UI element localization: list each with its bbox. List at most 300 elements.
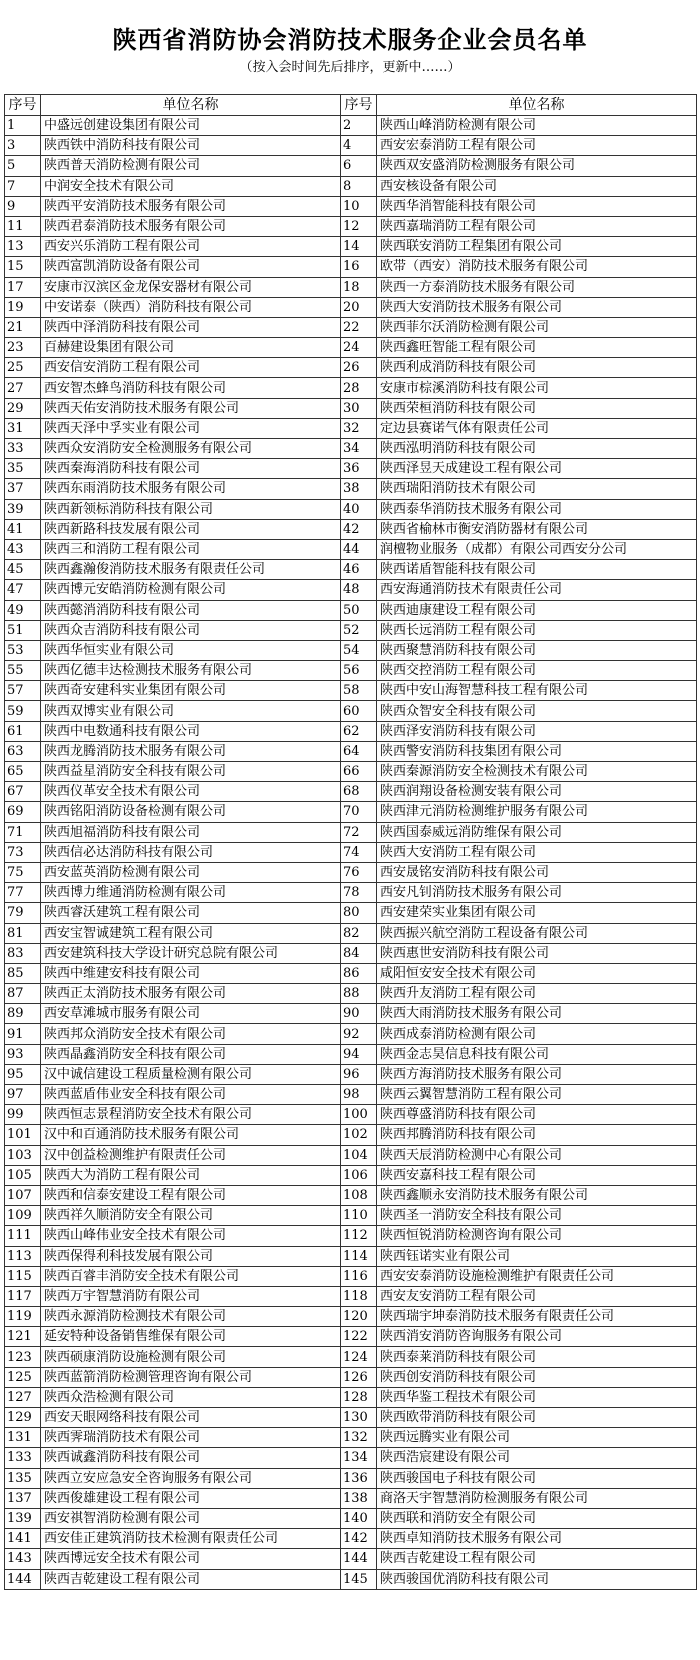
table-row (5, 842, 697, 862)
unit-name-cell-right: 陕西省榆林市衡安消防器材有限公司 (377, 519, 697, 539)
unit-name-cell-right: 陕西联安消防工程集团有限公司 (377, 237, 697, 257)
serial-cell-left: 21 (5, 317, 41, 337)
serial-cell-right: 56 (341, 661, 377, 681)
unit-name-cell-right: 咸阳恒安安全技术有限公司 (377, 963, 697, 983)
unit-name-cell-left: 陕西平安消防技术服务有限公司 (41, 196, 341, 216)
table-row (5, 802, 697, 822)
unit-name-cell-right: 陕西华鉴工程技术有限公司 (377, 1387, 697, 1407)
unit-name-cell-right: 西安核设备有限公司 (377, 176, 697, 196)
serial-cell-right: 2 (341, 116, 377, 136)
serial-cell-left: 141 (5, 1529, 41, 1549)
serial-cell-left: 111 (5, 1226, 41, 1246)
table-row (5, 721, 697, 741)
table-row (5, 984, 697, 1004)
serial-cell-right: 8 (341, 176, 377, 196)
serial-cell-right: 96 (341, 1064, 377, 1084)
unit-name-cell-left: 陕西恒志景程消防安全技术有限公司 (41, 1105, 341, 1125)
table-row (5, 1145, 697, 1165)
unit-name-cell-left: 西安建筑科技大学设计研究总院有限公司 (41, 943, 341, 963)
unit-name-cell-right: 西安安泰消防设施检测维护有限责任公司 (377, 1266, 697, 1286)
serial-cell-right: 42 (341, 519, 377, 539)
unit-name-cell-left: 西安草滩城市服务有限公司 (41, 1004, 341, 1024)
table-row (5, 1327, 697, 1347)
table-row (5, 1569, 697, 1589)
unit-name-cell-left: 陕西三和消防工程有限公司 (41, 539, 341, 559)
unit-name-cell-left: 陕西博力维通消防检测有限公司 (41, 883, 341, 903)
unit-name-cell-left: 西安宝智诚建筑工程有限公司 (41, 923, 341, 943)
serial-cell-right: 30 (341, 398, 377, 418)
unit-name-cell-right: 陕西诺盾智能科技有限公司 (377, 560, 697, 580)
serial-cell-left: 1 (5, 116, 41, 136)
table-header-row (5, 95, 697, 116)
unit-name-cell-right: 陕西远腾实业有限公司 (377, 1428, 697, 1448)
unit-name-cell-left: 西安信安消防工程有限公司 (41, 358, 341, 378)
table-row (5, 762, 697, 782)
table-row (5, 782, 697, 802)
serial-cell-right: 82 (341, 923, 377, 943)
unit-name-cell-left: 陕西鑫瀚俊消防技术服务有限责任公司 (41, 560, 341, 580)
table-row (5, 1408, 697, 1428)
unit-name-cell-left: 陕西双博实业有限公司 (41, 701, 341, 721)
serial-cell-left: 121 (5, 1327, 41, 1347)
unit-name-cell-left: 陕西睿沃建筑工程有限公司 (41, 903, 341, 923)
serial-cell-left: 129 (5, 1408, 41, 1428)
unit-name-cell-right: 陕西天辰消防检测中心有限公司 (377, 1145, 697, 1165)
serial-cell-right: 138 (341, 1488, 377, 1508)
unit-name-cell-left: 汉中和百通消防技术服务有限公司 (41, 1125, 341, 1145)
unit-name-cell-right: 陕西泽昱天成建设工程有限公司 (377, 459, 697, 479)
unit-name-cell-right: 西安海通消防技术有限责任公司 (377, 580, 697, 600)
table-row (5, 1468, 697, 1488)
serial-cell-left: 33 (5, 439, 41, 459)
serial-cell-right: 92 (341, 1024, 377, 1044)
serial-cell-right: 142 (341, 1529, 377, 1549)
serial-cell-left: 117 (5, 1286, 41, 1306)
serial-cell-right: 40 (341, 499, 377, 519)
serial-cell-left: 87 (5, 984, 41, 1004)
header-serial-left: 序号 (5, 95, 41, 116)
table-row (5, 1488, 697, 1508)
unit-name-cell-right: 陕西大雨消防技术服务有限公司 (377, 1004, 697, 1024)
table-row (5, 1529, 697, 1549)
unit-name-cell-left: 陕西新领标消防科技有限公司 (41, 499, 341, 519)
serial-cell-left: 69 (5, 802, 41, 822)
table-row (5, 1246, 697, 1266)
unit-name-cell-left: 陕西中泽消防科技有限公司 (41, 317, 341, 337)
unit-name-cell-right: 陕西一方泰消防技术服务有限公司 (377, 277, 697, 297)
unit-name-cell-left: 陕西正太消防技术服务有限公司 (41, 984, 341, 1004)
unit-name-cell-left: 陕西中维建安科技有限公司 (41, 963, 341, 983)
table-row (5, 196, 697, 216)
serial-cell-left: 91 (5, 1024, 41, 1044)
unit-name-cell-right: 西安建荣实业集团有限公司 (377, 903, 697, 923)
serial-cell-left: 144 (5, 1569, 41, 1589)
unit-name-cell-left: 陕西新路科技发展有限公司 (41, 519, 341, 539)
serial-cell-right: 46 (341, 560, 377, 580)
unit-name-cell-left: 陕西富凯消防设备有限公司 (41, 257, 341, 277)
serial-cell-left: 97 (5, 1085, 41, 1105)
unit-name-cell-left: 汉中创益检测维护有限责任公司 (41, 1145, 341, 1165)
table-row (5, 1508, 697, 1528)
serial-cell-left: 51 (5, 620, 41, 640)
serial-cell-left: 109 (5, 1206, 41, 1226)
serial-cell-right: 112 (341, 1226, 377, 1246)
unit-name-cell-left: 陕西益星消防安全科技有限公司 (41, 762, 341, 782)
unit-name-cell-right: 西安友安消防工程有限公司 (377, 1286, 697, 1306)
unit-name-cell-left: 陕西铭阳消防设备检测有限公司 (41, 802, 341, 822)
unit-name-cell-left: 陕西博远安全技术有限公司 (41, 1549, 341, 1569)
unit-name-cell-right: 陕西泽安消防科技有限公司 (377, 721, 697, 741)
table-row (5, 620, 697, 640)
unit-name-cell-right: 陕西安嘉科技工程有限公司 (377, 1165, 697, 1185)
serial-cell-left: 7 (5, 176, 41, 196)
serial-cell-left: 29 (5, 398, 41, 418)
unit-name-cell-left: 陕西君泰消防技术服务有限公司 (41, 216, 341, 236)
unit-name-cell-left: 西安祺智消防检测有限公司 (41, 1508, 341, 1528)
serial-cell-right: 4 (341, 136, 377, 156)
unit-name-cell-right: 陕西金志昊信息科技有限公司 (377, 1044, 697, 1064)
serial-cell-left: 75 (5, 862, 41, 882)
unit-name-cell-right: 陕西双安盛消防检测服务有限公司 (377, 156, 697, 176)
unit-name-cell-left: 延安特种设备销售维保有限公司 (41, 1327, 341, 1347)
unit-name-cell-right: 陕西众智安全科技有限公司 (377, 701, 697, 721)
serial-cell-left: 83 (5, 943, 41, 963)
unit-name-cell-right: 西安宏泰消防工程有限公司 (377, 136, 697, 156)
serial-cell-left: 15 (5, 257, 41, 277)
serial-cell-left: 63 (5, 741, 41, 761)
unit-name-cell-left: 中润安全技术有限公司 (41, 176, 341, 196)
table-row (5, 822, 697, 842)
unit-name-cell-left: 陕西东雨消防技术服务有限公司 (41, 479, 341, 499)
unit-name-cell-left: 陕西华恒实业有限公司 (41, 640, 341, 660)
serial-cell-left: 11 (5, 216, 41, 236)
unit-name-cell-left: 陕西亿德丰达检测技术服务有限公司 (41, 661, 341, 681)
table-row (5, 1549, 697, 1569)
table-row (5, 439, 697, 459)
serial-cell-right: 104 (341, 1145, 377, 1165)
serial-cell-left: 71 (5, 822, 41, 842)
unit-name-cell-right: 定边县赛诺气体有限责任公司 (377, 418, 697, 438)
serial-cell-left: 93 (5, 1044, 41, 1064)
serial-cell-right: 22 (341, 317, 377, 337)
unit-name-cell-right: 陕西云翼智慧消防工程有限公司 (377, 1085, 697, 1105)
serial-cell-left: 127 (5, 1387, 41, 1407)
unit-name-cell-left: 陕西保得利科技发展有限公司 (41, 1246, 341, 1266)
serial-cell-left: 47 (5, 580, 41, 600)
serial-cell-right: 48 (341, 580, 377, 600)
unit-name-cell-right: 陕西山峰消防检测有限公司 (377, 116, 697, 136)
serial-cell-left: 77 (5, 883, 41, 903)
serial-cell-right: 145 (341, 1569, 377, 1589)
table-row (5, 136, 697, 156)
unit-name-cell-right: 陕西泰莱消防科技有限公司 (377, 1347, 697, 1367)
serial-cell-right: 16 (341, 257, 377, 277)
unit-name-cell-right: 陕西联和消防安全有限公司 (377, 1508, 697, 1528)
table-row (5, 1085, 697, 1105)
table-row (5, 1165, 697, 1185)
unit-name-cell-left: 陕西晶鑫消防安全科技有限公司 (41, 1044, 341, 1064)
unit-name-cell-left: 西安蓝英消防检测有限公司 (41, 862, 341, 882)
serial-cell-left: 125 (5, 1367, 41, 1387)
serial-cell-left: 59 (5, 701, 41, 721)
unit-name-cell-right: 陕西骏国优消防科技有限公司 (377, 1569, 697, 1589)
serial-cell-left: 53 (5, 640, 41, 660)
serial-cell-left: 89 (5, 1004, 41, 1024)
serial-cell-right: 130 (341, 1408, 377, 1428)
serial-cell-left: 23 (5, 338, 41, 358)
serial-cell-right: 28 (341, 378, 377, 398)
serial-cell-right: 78 (341, 883, 377, 903)
serial-cell-right: 136 (341, 1468, 377, 1488)
table-row (5, 943, 697, 963)
unit-name-cell-left: 汉中诚信建设工程质量检测有限公司 (41, 1064, 341, 1084)
serial-cell-left: 61 (5, 721, 41, 741)
unit-name-cell-left: 陕西中电数通科技有限公司 (41, 721, 341, 741)
unit-name-cell-right: 陕西振兴航空消防工程设备有限公司 (377, 923, 697, 943)
serial-cell-right: 94 (341, 1044, 377, 1064)
unit-name-cell-left: 陕西山峰伟业安全技术有限公司 (41, 1226, 341, 1246)
serial-cell-right: 124 (341, 1347, 377, 1367)
serial-cell-right: 122 (341, 1327, 377, 1347)
serial-cell-right: 26 (341, 358, 377, 378)
unit-name-cell-right: 陕西泰华消防技术服务有限公司 (377, 499, 697, 519)
unit-name-cell-right: 陕西泓明消防科技有限公司 (377, 439, 697, 459)
serial-cell-right: 74 (341, 842, 377, 862)
serial-cell-left: 45 (5, 560, 41, 580)
table-row (5, 1428, 697, 1448)
table-row (5, 883, 697, 903)
unit-name-cell-left: 陕西俊雄建设工程有限公司 (41, 1488, 341, 1508)
unit-name-cell-left: 陕西祥久顺消防安全有限公司 (41, 1206, 341, 1226)
serial-cell-right: 68 (341, 782, 377, 802)
unit-name-cell-right: 陕西润翔设备检测安装有限公司 (377, 782, 697, 802)
unit-name-cell-right: 陕西瑞宇坤泰消防技术服务有限责任公司 (377, 1307, 697, 1327)
unit-name-cell-right: 陕西交控消防工程有限公司 (377, 661, 697, 681)
table-row (5, 1387, 697, 1407)
serial-cell-left: 135 (5, 1468, 41, 1488)
table-row (5, 903, 697, 923)
serial-cell-right: 90 (341, 1004, 377, 1024)
unit-name-cell-left: 陕西立安应急安全咨询服务有限公司 (41, 1468, 341, 1488)
serial-cell-right: 12 (341, 216, 377, 236)
table-row (5, 297, 697, 317)
document-title: 陕西省消防协会消防技术服务企业会员名单 (112, 26, 588, 54)
serial-cell-left: 79 (5, 903, 41, 923)
table-row (5, 1266, 697, 1286)
unit-name-cell-right: 陕西消安消防咨询服务有限公司 (377, 1327, 697, 1347)
serial-cell-left: 31 (5, 418, 41, 438)
unit-name-cell-left: 西安智杰蜂鸟消防科技有限公司 (41, 378, 341, 398)
serial-cell-left: 37 (5, 479, 41, 499)
unit-name-cell-left: 陕西龙腾消防技术服务有限公司 (41, 741, 341, 761)
table-row (5, 479, 697, 499)
table-row (5, 539, 697, 559)
unit-name-cell-left: 中盛远创建设集团有限公司 (41, 116, 341, 136)
unit-name-cell-left: 西安天眼网络科技有限公司 (41, 1408, 341, 1428)
unit-name-cell-left: 陕西诚鑫消防科技有限公司 (41, 1448, 341, 1468)
unit-name-cell-left: 陕西蓝盾伟业安全科技有限公司 (41, 1085, 341, 1105)
table-row (5, 277, 697, 297)
serial-cell-left: 5 (5, 156, 41, 176)
serial-cell-left: 133 (5, 1448, 41, 1468)
serial-cell-right: 20 (341, 297, 377, 317)
unit-name-cell-left: 陕西天泽中孚实业有限公司 (41, 418, 341, 438)
serial-cell-right: 18 (341, 277, 377, 297)
unit-name-cell-right: 陕西浩宸建设有限公司 (377, 1448, 697, 1468)
serial-cell-left: 25 (5, 358, 41, 378)
table-row (5, 640, 697, 660)
unit-name-cell-right: 陕西钰诺实业有限公司 (377, 1246, 697, 1266)
unit-name-cell-left: 陕西万宇智慧消防有限公司 (41, 1286, 341, 1306)
unit-name-cell-left: 陕西秦海消防科技有限公司 (41, 459, 341, 479)
serial-cell-left: 35 (5, 459, 41, 479)
serial-cell-left: 99 (5, 1105, 41, 1125)
unit-name-cell-left: 陕西普天消防检测有限公司 (41, 156, 341, 176)
table-row (5, 398, 697, 418)
header-unit-name-right: 单位名称 (377, 95, 697, 116)
unit-name-cell-left: 陕西霁瑞消防技术有限公司 (41, 1428, 341, 1448)
unit-name-cell-left: 陕西吉乾建设工程有限公司 (41, 1569, 341, 1589)
unit-name-cell-right: 陕西嘉瑞消防工程有限公司 (377, 216, 697, 236)
table-row (5, 1347, 697, 1367)
unit-name-cell-right: 陕西津元消防检测维护服务有限公司 (377, 802, 697, 822)
serial-cell-left: 131 (5, 1428, 41, 1448)
serial-cell-left: 119 (5, 1307, 41, 1327)
unit-name-cell-left: 中安诺泰（陕西）消防科技有限公司 (41, 297, 341, 317)
unit-name-cell-right: 陕西吉乾建设工程有限公司 (377, 1549, 697, 1569)
serial-cell-left: 27 (5, 378, 41, 398)
serial-cell-left: 9 (5, 196, 41, 216)
serial-cell-right: 36 (341, 459, 377, 479)
unit-name-cell-right: 陕西国泰威远消防维保有限公司 (377, 822, 697, 842)
serial-cell-right: 80 (341, 903, 377, 923)
unit-name-cell-right: 陕西中安山海智慧科技工程有限公司 (377, 681, 697, 701)
unit-name-cell-right: 西安凡钊消防技术服务有限公司 (377, 883, 697, 903)
table-row (5, 338, 697, 358)
serial-cell-right: 66 (341, 762, 377, 782)
table-row (5, 116, 697, 136)
header-serial-right: 序号 (341, 95, 377, 116)
table-row (5, 317, 697, 337)
serial-cell-left: 101 (5, 1125, 41, 1145)
unit-name-cell-right: 陕西邦腾消防科技有限公司 (377, 1125, 697, 1145)
unit-name-cell-left: 陕西众浩检测有限公司 (41, 1387, 341, 1407)
member-rows (5, 116, 697, 1590)
serial-cell-left: 113 (5, 1246, 41, 1266)
serial-cell-right: 72 (341, 822, 377, 842)
serial-cell-right: 14 (341, 237, 377, 257)
table-row (5, 459, 697, 479)
unit-name-cell-right: 安康市棕溪消防科技有限公司 (377, 378, 697, 398)
table-row (5, 1105, 697, 1125)
serial-cell-left: 49 (5, 600, 41, 620)
unit-name-cell-right: 陕西利成消防科技有限公司 (377, 358, 697, 378)
serial-cell-left: 139 (5, 1508, 41, 1528)
table-row (5, 862, 697, 882)
serial-cell-right: 116 (341, 1266, 377, 1286)
serial-cell-left: 3 (5, 136, 41, 156)
serial-cell-left: 39 (5, 499, 41, 519)
serial-cell-left: 57 (5, 681, 41, 701)
serial-cell-left: 95 (5, 1064, 41, 1084)
serial-cell-left: 137 (5, 1488, 41, 1508)
serial-cell-left: 107 (5, 1185, 41, 1205)
table-row (5, 741, 697, 761)
member-table (4, 94, 697, 1590)
serial-cell-right: 110 (341, 1206, 377, 1226)
serial-cell-left: 41 (5, 519, 41, 539)
table-row (5, 519, 697, 539)
serial-cell-right: 58 (341, 681, 377, 701)
unit-name-cell-left: 西安兴乐消防工程有限公司 (41, 237, 341, 257)
table-row (5, 1044, 697, 1064)
serial-cell-right: 62 (341, 721, 377, 741)
unit-name-cell-right: 陕西惠世安消防科技有限公司 (377, 943, 697, 963)
serial-cell-right: 100 (341, 1105, 377, 1125)
serial-cell-right: 54 (341, 640, 377, 660)
table-row (5, 499, 697, 519)
unit-name-cell-left: 西安佳正建筑消防技术检测有限责任公司 (41, 1529, 341, 1549)
serial-cell-right: 134 (341, 1448, 377, 1468)
unit-name-cell-right: 陕西鑫旺智能工程有限公司 (377, 338, 697, 358)
serial-cell-left: 19 (5, 297, 41, 317)
unit-name-cell-right: 商洛天宇智慧消防检测服务有限公司 (377, 1488, 697, 1508)
serial-cell-left: 105 (5, 1165, 41, 1185)
serial-cell-right: 24 (341, 338, 377, 358)
table-row (5, 1125, 697, 1145)
unit-name-cell-left: 陕西大为消防工程有限公司 (41, 1165, 341, 1185)
table-row (5, 156, 697, 176)
table-row (5, 923, 697, 943)
unit-name-cell-left: 陕西奇安建科实业集团有限公司 (41, 681, 341, 701)
serial-cell-right: 44 (341, 539, 377, 559)
serial-cell-right: 114 (341, 1246, 377, 1266)
table-row (5, 1004, 697, 1024)
table-row (5, 661, 697, 681)
unit-name-cell-right: 欧带（西安）消防技术服务有限公司 (377, 257, 697, 277)
serial-cell-right: 64 (341, 741, 377, 761)
unit-name-cell-right: 陕西警安消防科技集团有限公司 (377, 741, 697, 761)
serial-cell-left: 123 (5, 1347, 41, 1367)
serial-cell-left: 73 (5, 842, 41, 862)
table-row (5, 1448, 697, 1468)
unit-name-cell-right: 西安晟铭安消防科技有限公司 (377, 862, 697, 882)
unit-name-cell-left: 陕西蓝箭消防检测管理咨询有限公司 (41, 1367, 341, 1387)
table-row (5, 1064, 697, 1084)
unit-name-cell-right: 陕西卓知消防技术服务有限公司 (377, 1529, 697, 1549)
unit-name-cell-right: 陕西长远消防工程有限公司 (377, 620, 697, 640)
serial-cell-left: 65 (5, 762, 41, 782)
unit-name-cell-right: 陕西菲尔沃消防检测有限公司 (377, 317, 697, 337)
table-row (5, 1367, 697, 1387)
unit-name-cell-right: 陕西升友消防工程有限公司 (377, 984, 697, 1004)
unit-name-cell-left: 陕西邦众消防安全技术有限公司 (41, 1024, 341, 1044)
serial-cell-right: 32 (341, 418, 377, 438)
unit-name-cell-left: 百赫建设集团有限公司 (41, 338, 341, 358)
table-row (5, 1226, 697, 1246)
serial-cell-left: 67 (5, 782, 41, 802)
unit-name-cell-right: 陕西聚慧消防科技有限公司 (377, 640, 697, 660)
serial-cell-right: 102 (341, 1125, 377, 1145)
serial-cell-right: 86 (341, 963, 377, 983)
table-row (5, 358, 697, 378)
unit-name-cell-left: 陕西众吉消防科技有限公司 (41, 620, 341, 640)
serial-cell-right: 106 (341, 1165, 377, 1185)
serial-cell-right: 70 (341, 802, 377, 822)
unit-name-cell-right: 陕西骏国电子科技有限公司 (377, 1468, 697, 1488)
unit-name-cell-left: 陕西信必达消防科技有限公司 (41, 842, 341, 862)
serial-cell-right: 128 (341, 1387, 377, 1407)
